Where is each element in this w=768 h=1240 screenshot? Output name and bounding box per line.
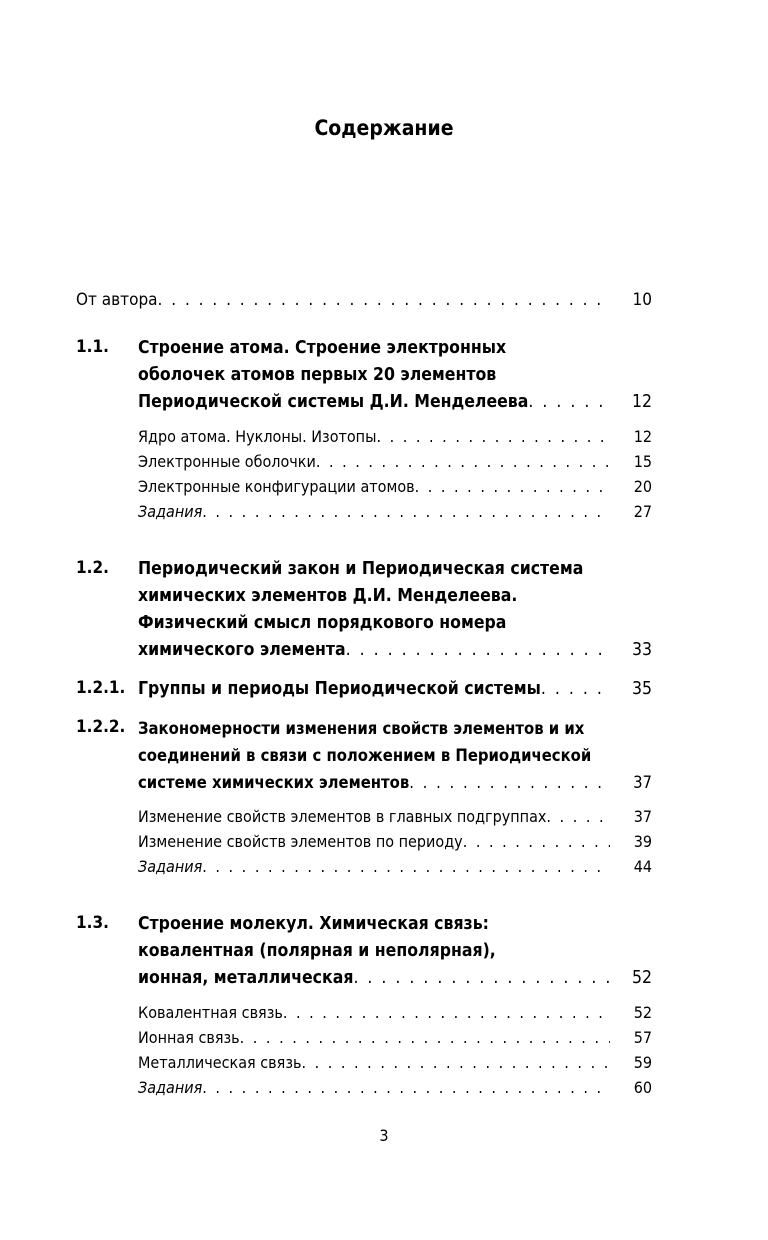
toc-entry-label: Изменение свойств элементов по периоду — [138, 832, 463, 851]
section-heading — [138, 715, 652, 796]
toc-subentry[interactable] — [138, 829, 652, 854]
toc-section-1-1[interactable] — [76, 335, 652, 524]
toc-entry-label: Изменение свойств элементов в главных подгруппах — [138, 807, 547, 826]
toc-entry-page: 27 — [633, 502, 652, 521]
toc-entry-page: 12 — [631, 392, 652, 412]
section-number: 1.2.1. — [76, 678, 126, 698]
heading-line: Периодической системы Д.И. Менделеева — [138, 392, 529, 412]
toc-entry-page: 37 — [633, 773, 652, 792]
toc-entry-label: От автора — [76, 290, 158, 310]
leader-dots — [409, 769, 610, 796]
section-heading — [138, 335, 652, 416]
toc-subentry[interactable] — [138, 1050, 652, 1075]
heading-line: системе химических элементов — [138, 773, 410, 792]
toc-entry-label: Ковалентная связь — [138, 1003, 283, 1022]
leader-dots — [202, 499, 610, 524]
leader-dots — [202, 854, 610, 879]
toc-entry-page: 10 — [632, 290, 652, 310]
toc-entry-page: 15 — [633, 452, 652, 471]
toc-entry-label: Ионная связь — [138, 1028, 240, 1047]
leader-dots — [353, 965, 610, 992]
toc-entry-label: Ядро атома. Нуклоны. Изотопы — [138, 427, 377, 446]
heading-line: Периодический закон и Периодическая система — [138, 559, 584, 579]
subsection-list — [138, 804, 652, 879]
toc-subentry-tasks[interactable] — [138, 499, 652, 524]
heading-line: химического элемента — [138, 640, 346, 660]
leader-dots — [346, 637, 610, 664]
heading-line: Строение атома. Строение электронных — [138, 338, 507, 358]
toc-subentry[interactable] — [138, 474, 652, 499]
toc-entry-page: 39 — [633, 832, 652, 851]
toc-subentry-tasks[interactable] — [138, 854, 652, 879]
leader-dots — [541, 676, 610, 703]
toc-entry-page: 44 — [633, 857, 652, 876]
heading-line: оболочек атомов первых 20 элементов — [138, 365, 497, 385]
toc-entry-page: 52 — [631, 968, 652, 988]
toc-entry-page: 52 — [633, 1003, 652, 1022]
leader-dots — [463, 829, 610, 854]
leader-dots — [528, 389, 610, 416]
toc-entry-label: Задания — [138, 502, 203, 521]
toc-subentry[interactable] — [138, 1000, 652, 1025]
section-number: 1.2.2. — [76, 717, 126, 737]
heading-line: Строение молекул. Химическая связь: — [138, 914, 489, 934]
leader-dots — [301, 1050, 610, 1075]
toc-subentry[interactable] — [138, 804, 652, 829]
toc-entry-page: 57 — [633, 1028, 652, 1047]
heading-line: Группы и периоды Периодической системы — [138, 679, 541, 699]
toc-entry-label: Задания — [138, 1078, 203, 1097]
leader-dots — [415, 474, 610, 499]
toc-entry-page: 20 — [633, 477, 652, 496]
heading-line: соединений в связи с положением в Периодической — [138, 746, 592, 765]
toc-entry-intro[interactable] — [76, 288, 652, 313]
leader-dots — [202, 1075, 610, 1100]
subsection-list — [138, 1000, 652, 1100]
page-number: 3 — [379, 1126, 389, 1145]
page-title: Содержание — [314, 116, 454, 140]
heading-line: ионная, металлическая — [138, 968, 354, 988]
heading-line: Физический смысл порядкового номера — [138, 613, 507, 633]
toc-entry-page: 60 — [633, 1078, 652, 1097]
section-heading — [138, 676, 652, 703]
toc-entry-label: Металлическая связь — [138, 1053, 302, 1072]
leader-dots — [316, 449, 610, 474]
toc-subentry[interactable] — [138, 1025, 652, 1050]
subsection-list — [138, 424, 652, 524]
toc-section-1-2[interactable] — [76, 556, 652, 664]
section-number: 1.3. — [76, 913, 109, 933]
section-number: 1.1. — [76, 337, 109, 357]
leader-dots — [158, 288, 610, 313]
toc-entry-label: Электронные оболочки — [138, 452, 316, 471]
toc-entry-label: Электронные конфигурации атомов — [138, 477, 415, 496]
toc-entry-page: 33 — [631, 640, 652, 660]
toc-section-1-3[interactable] — [76, 911, 652, 1100]
heading-line: ковалентная (полярная и неполярная), — [138, 941, 496, 961]
heading-line: Закономерности изменения свойств элементов и их — [138, 719, 585, 738]
section-number: 1.2. — [76, 558, 109, 578]
leader-dots — [283, 1000, 610, 1025]
heading-line: химических элементов Д.И. Менделеева. — [138, 586, 518, 606]
section-heading — [138, 556, 652, 664]
toc-entry-page: 35 — [631, 679, 652, 699]
toc-entry-page: 59 — [633, 1053, 652, 1072]
section-heading — [138, 911, 652, 992]
table-of-contents — [76, 288, 652, 1100]
toc-subentry[interactable] — [138, 449, 652, 474]
toc-subentry[interactable] — [138, 424, 652, 449]
leader-dots — [240, 1025, 610, 1050]
leader-dots — [546, 804, 610, 829]
toc-entry-label: Задания — [138, 857, 203, 876]
toc-section-1-2-2[interactable] — [76, 715, 652, 879]
toc-subentry-tasks[interactable] — [138, 1075, 652, 1100]
toc-entry-page: 37 — [633, 807, 652, 826]
toc-section-1-2-1[interactable] — [76, 676, 652, 703]
leader-dots — [376, 424, 610, 449]
toc-entry-page: 12 — [633, 427, 652, 446]
